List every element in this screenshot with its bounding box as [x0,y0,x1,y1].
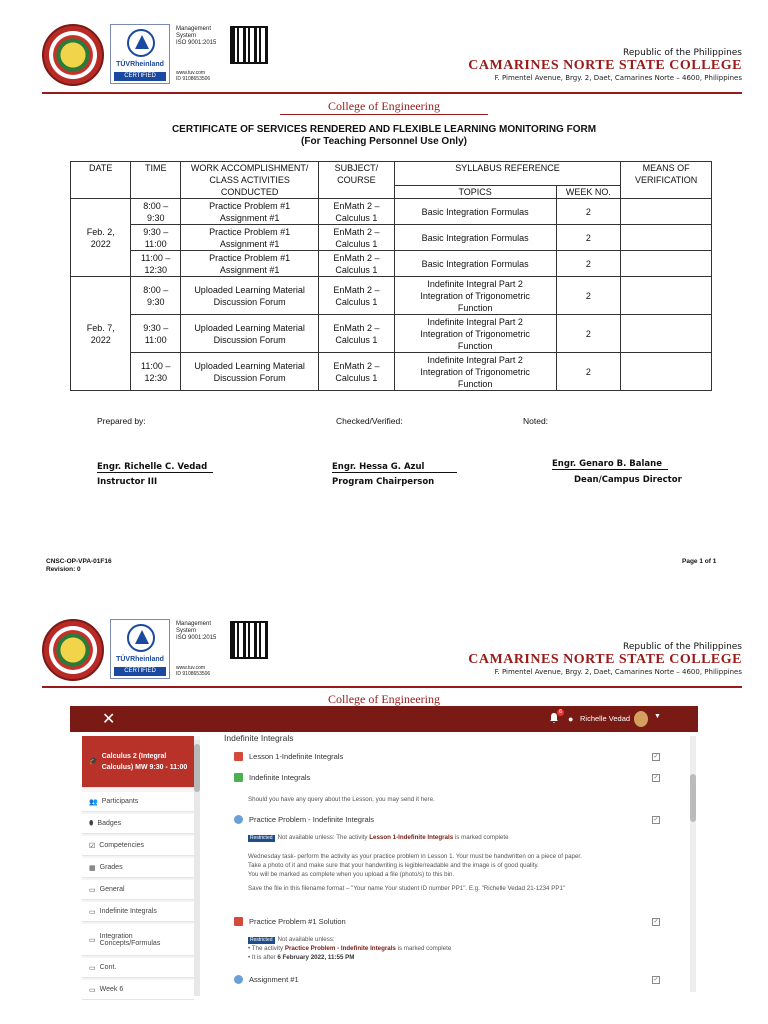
col-subject: SUBJECT/ COURSE [319,162,395,199]
qr-code-icon [230,621,268,659]
folder-icon: ▭ [89,986,96,994]
cell-means [621,225,712,251]
activity-forum[interactable]: Indefinite Integrals [234,773,310,782]
cell-work: Uploaded Learning Material Discussion Forum [181,277,319,315]
cell-time: 11:00 – 12:30 [131,251,181,277]
sidebar-item-cont[interactable] [82,958,194,978]
sidebar-item-label: Participants [101,798,139,805]
practice-filename-note: Save the file in this filename format – "Your name Your student ID number PP1". E.g. "Richelle Vedad 21-1234 PP1" [248,885,566,892]
cell-subject: EnMath 2 – Calculus 1 [319,315,395,353]
col-date: DATE [71,162,131,199]
cell-week: 2 [556,353,621,391]
cell-topic: Basic Integration Formulas [394,225,556,251]
col-topics: TOPICS [394,186,556,199]
completion-checkbox[interactable]: ✓ [653,919,659,925]
revision-label: Revision: 0 [46,566,81,573]
section-title: Indefinite Integrals [224,733,294,743]
tuv-triangle-icon [127,624,155,652]
chat-icon[interactable]: ● [568,714,574,724]
doc-code: CNSC-OP-VPA-01F16 Revision: 0 [46,558,112,573]
sidebar-item-label: Integration Concepts/Formulas [99,932,161,947]
tuv-certified: CERTIFIED [114,72,166,81]
restriction-note: Restricted Not available unless: [250,936,335,943]
assignment-icon [234,975,243,984]
cell-topic: Indefinite Integral Part 2 Integration of Trigonometric Function [394,315,556,353]
graduation-cap-icon: 🎓 [89,758,98,765]
tuv-certification-logo [110,24,170,84]
activity-practice-problem[interactable]: Practice Problem - Indefinite Integrals [234,815,374,824]
user-name[interactable]: Richelle Vedad [580,714,631,723]
restriction-bullet: • It is after 6 February 2022, 11:55 PM [248,954,355,961]
forum-description: Should you have any query about the Lesson, you may send it here. [248,796,435,803]
cell-means [621,251,712,277]
tuv-certification-logo: TÜVRheinland CERTIFIED [110,619,170,679]
cell-topic: Indefinite Integral Part 2 Integration of Trigonometric Function [394,277,556,315]
cell-time: 8:00 – 9:30 [131,199,181,225]
folder-icon: ▭ [89,886,96,894]
prepared-label: Prepared by: [97,416,146,426]
sidebar-item-participants[interactable] [82,792,194,812]
cell-week: 2 [556,225,621,251]
course-content [220,732,682,996]
management-system-label: Management System ISO 9001:2015 [176,621,217,641]
content-scrollbar-thumb[interactable] [690,774,696,822]
department-title: College of Engineering [0,692,768,707]
tuv-name: TÜVRheinland [116,61,164,68]
cell-topic: Basic Integration Formulas [394,199,556,225]
cell-time: 9:30 – 11:00 [131,315,181,353]
lesson-icon [234,752,243,761]
cell-week: 2 [556,199,621,225]
cell-time: 8:00 – 9:30 [131,277,181,315]
college-address: F. Pimentel Avenue, Brgy. 2, Daet, Camarines Norte – 4600, Philippines [494,74,742,82]
col-work: WORK ACCOMPLISHMENT/ CLASS ACTIVITIES CONDUCTED [181,162,319,199]
cell-subject: EnMath 2 – Calculus 1 [319,353,395,391]
management-system-label: Management System ISO 9001:2015 [176,26,217,46]
cell-means [621,199,712,225]
cell-work: Practice Problem #1 Assignment #1 [181,251,319,277]
cell-means [621,277,712,315]
activity-solution[interactable]: Practice Problem #1 Solution [234,917,346,926]
badges-icon: ⬮ [89,819,94,827]
sidebar-item-badges[interactable] [82,814,194,834]
completion-checkbox[interactable]: ✓ [653,977,659,983]
form-subtitle: (For Teaching Personnel Use Only) [301,136,467,147]
checked-title: Program Chairperson [332,477,435,487]
cell-time: 11:00 – 12:30 [131,353,181,391]
page-number: Page 1 of 1 [682,558,717,565]
restricted-badge: Restricted [250,835,273,841]
letterhead-bottom [0,615,768,685]
cell-work: Uploaded Learning Material Discussion Forum [181,353,319,391]
sidebar-item-indefinite-integrals[interactable] [82,902,194,922]
restriction-bullet: • The activity Practice Problem - Indefinite Integrals is marked complete [248,945,452,952]
cell-subject: EnMath 2 – Calculus 1 [319,251,395,277]
cell-means [621,315,712,353]
lms-screenshot [70,706,698,996]
header-divider [42,92,742,94]
cell-means [621,353,712,391]
sidebar-item-label: Competencies [99,842,145,849]
table-row [71,251,712,277]
completion-checkbox[interactable]: ✓ [653,817,659,823]
cell-topic: Indefinite Integral Part 2 Integration of Trigonometric Function [394,353,556,391]
table-row [71,225,712,251]
college-address-block: Republic of the Philippines CAMARINES NORTE STATE COLLEGE F. Pimentel Avenue, Brgy. 2, Daet, Camarines Norte – 4600, Philippines [468,642,742,676]
republic-label: Republic of the Philippines [623,48,742,58]
monitoring-table [70,161,712,391]
cell-work: Practice Problem #1 Assignment #1 [181,199,319,225]
participants-icon: 👥 [89,798,98,806]
letterhead-top [0,20,768,90]
cell-date: Feb. 7, 2022 [71,277,131,391]
table-row [71,353,712,391]
col-means: MEANS OF VERIFICATION [621,162,712,199]
noted-title: Dean/Campus Director [574,475,682,485]
close-drawer-icon[interactable]: ✕ [102,711,116,728]
course-sidebar [82,736,200,996]
cell-time: 9:30 – 11:00 [131,225,181,251]
grades-icon: ▦ [89,864,96,872]
avatar[interactable] [634,711,648,727]
competencies-icon: ☑ [89,842,96,850]
cell-date: Feb. 2, 2022 [71,199,131,277]
chevron-down-icon[interactable]: ▼ [654,713,661,720]
sidebar-item-calculus-2-integral-calculus-mw-9-30-11-00[interactable] [82,736,194,788]
college-seal-logo [42,24,104,86]
cell-subject: EnMath 2 – Calculus 1 [319,199,395,225]
cell-week: 2 [556,251,621,277]
table-header-row [71,162,712,186]
sidebar-item-integration-concepts-formulas[interactable] [82,924,194,956]
noted-label: Noted: [523,416,549,426]
tuv-url: www.tuv.com ID 9108653506 [176,70,211,82]
col-time: TIME [131,162,181,199]
header-divider [42,686,742,688]
col-syllabus: SYLLABUS REFERENCE [394,162,621,186]
prepared-name: Engr. Richelle C. Vedad [97,462,213,472]
assignment-icon [234,815,243,824]
checked-label: Checked/Verified: [336,416,403,426]
folder-icon: ▭ [89,936,96,944]
sidebar-item-label: General [99,886,125,893]
restriction-note: Restricted Not available unless: The activity Lesson 1-Indefinite Integrals is marked complete [250,834,509,841]
sidebar-item-label: Badges [97,820,122,827]
tuv-triangle-icon [127,29,155,57]
sidebar-item-competencies[interactable] [82,836,194,856]
table-row [71,277,712,315]
activity-assignment[interactable]: Assignment #1 [234,975,299,984]
completion-checkbox[interactable]: ✓ [653,754,659,760]
cell-work: Practice Problem #1 Assignment #1 [181,225,319,251]
sidebar-item-label: Indefinite Integrals [99,908,157,915]
forum-icon [234,773,243,782]
table-row [71,315,712,353]
activity-lesson1[interactable]: Lesson 1-Indefinite Integrals [234,752,343,761]
checked-name: Engr. Hessa G. Azul [332,462,457,472]
sidebar-item-general[interactable] [82,880,194,900]
folder-icon: ▭ [89,964,96,972]
prepared-title: Instructor III [97,477,158,487]
department-title: College of Engineering [0,99,768,114]
sidebar-item-label: Cont. [99,964,117,971]
college-seal-logo [42,619,104,681]
form-title: CERTIFICATE OF SERVICES RENDERED AND FLEXIBLE LEARNING MONITORING FORM (For Teaching Personnel Use Only) [0,124,768,148]
cell-week: 2 [556,277,621,315]
completion-checkbox[interactable]: ✓ [653,775,659,781]
lesson-icon [234,917,243,926]
table-body [71,199,712,391]
sidebar-scrollbar-thumb[interactable] [194,744,200,792]
notification-badge: 6 [557,709,564,716]
restricted-badge: Restricted [250,937,273,943]
table-row [71,199,712,225]
col-week: WEEK NO. [556,186,621,199]
sidebar-item-grades[interactable] [82,858,194,878]
sidebar-item-label: Week 6 [99,986,124,993]
cell-topic: Basic Integration Formulas [394,251,556,277]
cell-subject: EnMath 2 – Calculus 1 [319,225,395,251]
cell-work: Uploaded Learning Material Discussion Forum [181,315,319,353]
sidebar-item-week-6[interactable] [82,980,194,1000]
college-address-block [468,48,742,82]
cell-subject: EnMath 2 – Calculus 1 [319,277,395,315]
cell-week: 2 [556,315,621,353]
practice-description: Wednesday task- perform the activity as your practice problem in Lesson 1. Your must be handwritten on a piece of paper. Take a photo of it and make sure that your handwriting is legible/readable and the image is of good quality. You will be marked as complete when you upload a file (photo/s) to this bin. [248,853,582,878]
tuv-url: www.tuv.com ID 9108653506 [176,665,211,677]
lms-topbar [70,706,698,732]
sidebar-item-label: Grades [99,864,123,871]
qr-code-icon [230,26,268,64]
folder-icon: ▭ [89,908,96,916]
noted-name: Engr. Genaro B. Balane [552,459,668,469]
sidebar-item-label: Calculus 2 (Integral Calculus) MW 9:30 - 11:00 [101,752,188,771]
college-name: CAMARINES NORTE STATE COLLEGE [468,58,742,73]
